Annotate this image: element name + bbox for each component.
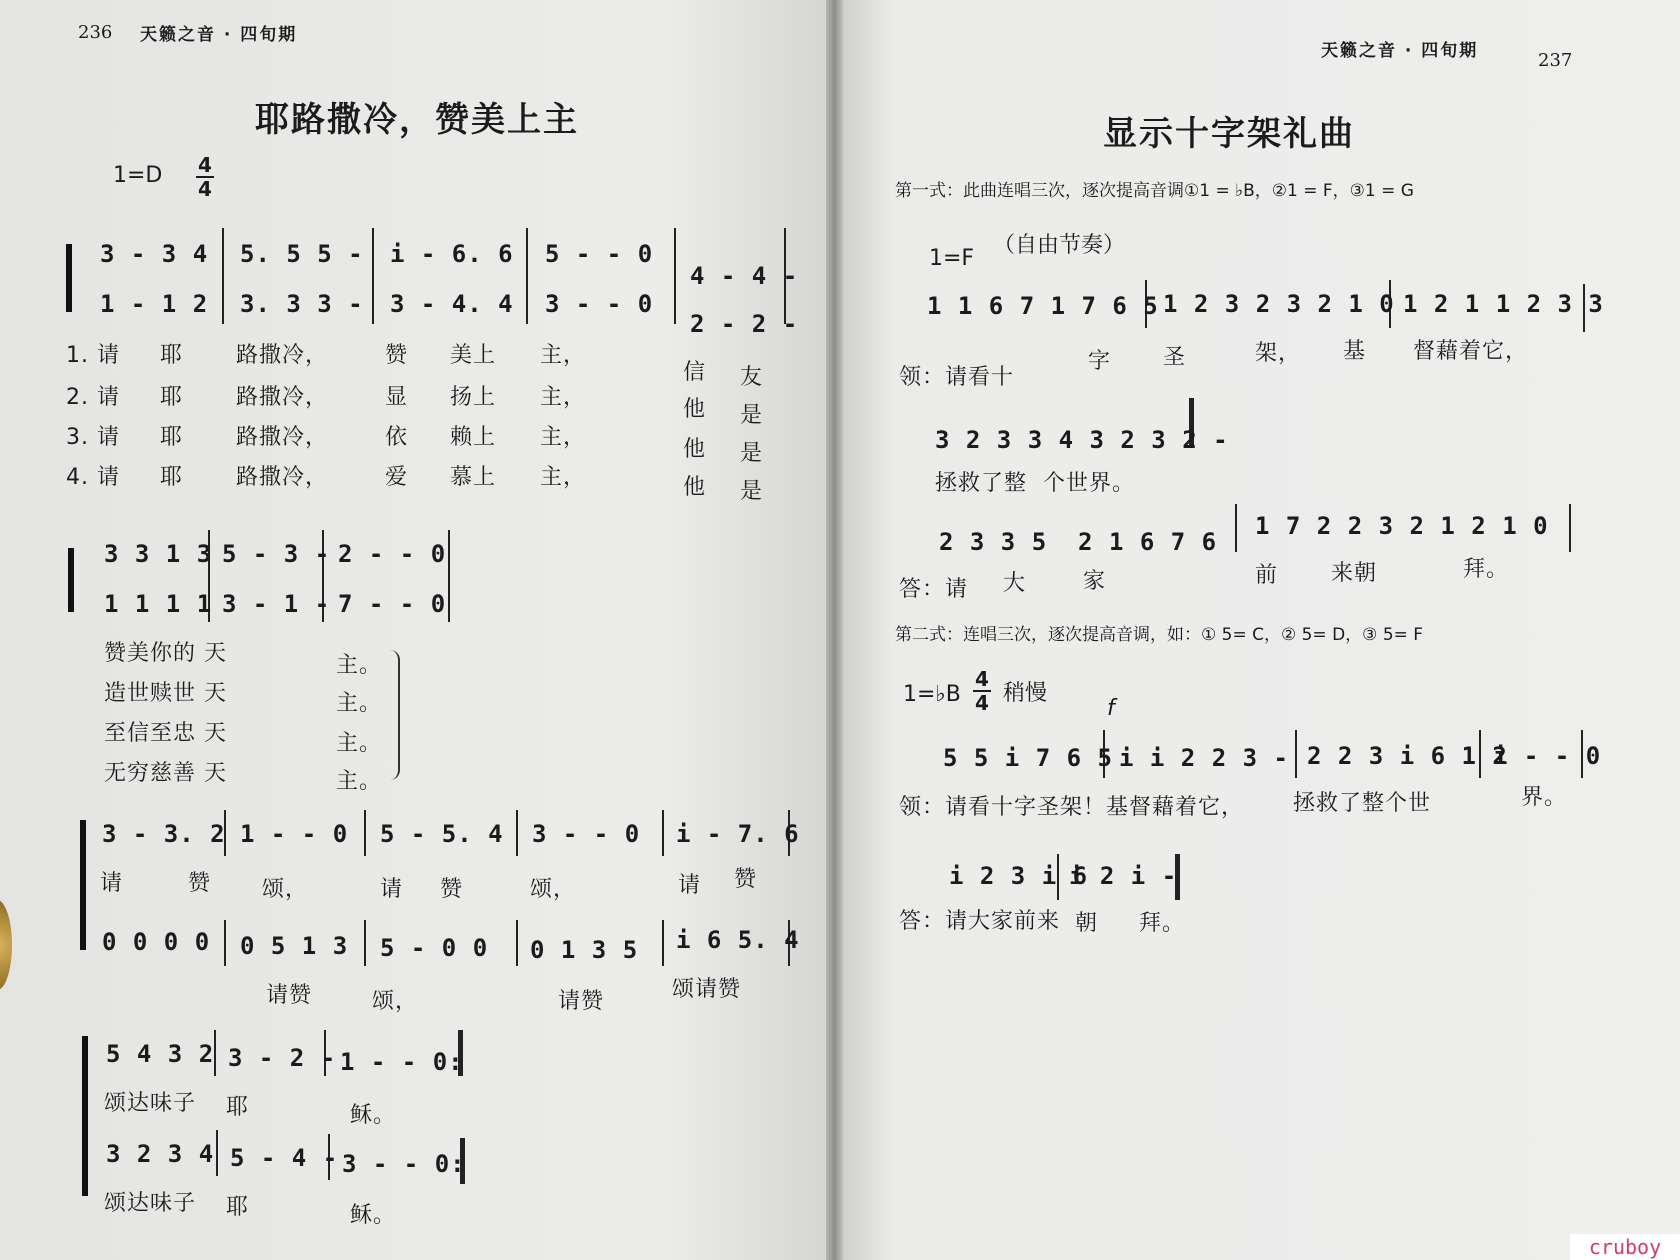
lyric: 拯救了整 个世界。 (935, 471, 1135, 496)
notes: 0 5 1 3 (240, 932, 349, 960)
notes: 1 - - 0: (340, 1048, 464, 1076)
barline (216, 1130, 218, 1176)
barline (1295, 730, 1297, 778)
barline (224, 920, 226, 966)
lyric: 请 (100, 871, 124, 896)
barline (1569, 504, 1571, 552)
notes: 3 2 3 3 4 3 2 3 2 - (935, 426, 1229, 454)
notes: 3 - 3 4 (100, 240, 209, 268)
barline (364, 810, 366, 856)
notes: 3 - - 0 (532, 820, 641, 848)
lyric: 1. 请 (66, 343, 120, 368)
lyric: 赞美你的 天 (104, 641, 227, 666)
lyric: 架， (1255, 341, 1302, 366)
lyric: 领：请看十 (899, 365, 1015, 390)
lyric: 答：请大家前来 (899, 909, 1061, 934)
barline (372, 228, 374, 324)
time-signature: $\frac{4}{4}$ (196, 154, 214, 200)
lyric: 是 (740, 403, 764, 428)
lyric: 耶 (160, 425, 184, 450)
lyric: 颂， (262, 877, 309, 902)
lyric: 字 (1088, 349, 1112, 374)
notes: 5 - 4 - (230, 1144, 339, 1172)
barline (662, 920, 664, 966)
running-header: 天籁之音 · 四旬期 (140, 25, 298, 45)
lyric: 请赞 (558, 989, 605, 1014)
notes: 3 - 4. 4 (390, 290, 514, 318)
tempo-marking: 稍慢 (1003, 681, 1048, 706)
notes: 4 - 4 - (690, 262, 799, 290)
lyric: 拜。 (1463, 557, 1510, 582)
lyric: 前 (1255, 563, 1279, 588)
lyric: 稣。 (350, 1103, 397, 1128)
notes: 3 - - 0 (545, 290, 654, 318)
lyric: 答：请 (899, 577, 969, 602)
lyric: 领：请看十字圣架！基督藉着它， (899, 795, 1245, 820)
system-bracket (80, 820, 94, 950)
lyric: 信 (683, 360, 707, 385)
lyric: 爱 (385, 465, 409, 490)
barline (1235, 504, 1237, 552)
lyric: 无穷慈善 天 (104, 761, 227, 786)
notes: 1 2 3 2 3 2 1 0 (1163, 290, 1395, 318)
notes: 5 4 3 2 (106, 1040, 215, 1068)
lyric: 颂达味子 (104, 1191, 197, 1216)
lyric: 主， (540, 343, 587, 368)
notes: 3 3 1 3 (104, 540, 213, 568)
lyric: 主。 (336, 769, 383, 794)
dynamic-marking: f (1107, 696, 1115, 721)
lyric: 是 (740, 441, 764, 466)
running-header: 天籁之音 · 四旬期 (1321, 41, 1479, 61)
notes: 5 5 i 7 6 5 (943, 744, 1113, 772)
barline (674, 228, 676, 324)
lyric: 颂， (530, 877, 577, 902)
barline (662, 810, 664, 856)
lyric: 主， (540, 465, 587, 490)
lyric: 耶 (160, 343, 184, 368)
lyric: 赞 (734, 867, 758, 892)
book-gutter (826, 0, 843, 1260)
key-signature: 1=♭B (903, 682, 961, 707)
lyric: 是 (740, 479, 764, 504)
barline (222, 228, 224, 324)
right-page (843, 0, 1680, 1260)
lyric: 耶 (160, 385, 184, 410)
lyric: 大 (1003, 571, 1027, 596)
lyric: 美上 (450, 343, 497, 368)
lyric: 路撒冷， (236, 465, 329, 490)
form1-instructions: 第一式：此曲连唱三次，逐次提高音调①1 = ♭B，②1 = F，③1 = G (895, 181, 1414, 201)
lyric: 赞 (188, 871, 212, 896)
lyric: 他 (683, 475, 707, 500)
notes: i - - 0 (1493, 742, 1602, 770)
notes: 3 - 1 - (222, 590, 331, 618)
notes: i - 6. 6 (390, 240, 514, 268)
lyric: 界。 (1521, 785, 1568, 810)
notes: i - 7. 6 (676, 820, 800, 848)
notes: 1 1 6 7 1 7 6 5 (927, 292, 1159, 320)
lyric: 路撒冷， (236, 343, 329, 368)
lyric: 3. 请 (66, 425, 120, 450)
notes: 2 2 3 i 6 1 2 (1307, 742, 1508, 770)
notes: 1 - 1 2 (100, 290, 209, 318)
notes: 5 - 3 - (222, 540, 331, 568)
notes: 3 - - 0: (342, 1150, 466, 1178)
notes: 3 - 2 - (228, 1044, 337, 1072)
lyric: 赞 (440, 877, 464, 902)
notes: 0 0 0 0 (102, 928, 211, 956)
lyric: 稣。 (350, 1203, 397, 1228)
lyric: 依 (385, 425, 409, 450)
key-signature: 1=F (929, 246, 975, 271)
barline (516, 920, 518, 966)
lyric: 拜。 (1139, 911, 1186, 936)
barline (364, 920, 366, 966)
notes: 3 - 3. 2 (102, 820, 226, 848)
key-signature: 1=D (113, 163, 163, 188)
lyric: 请 (678, 873, 702, 898)
notes: i i 2 2 3 - (1119, 744, 1289, 772)
lyric: 至信至忠 天 (104, 721, 227, 746)
lyric: 耶 (160, 465, 184, 490)
notes: i 6 5. 4 (676, 926, 800, 954)
lyric: 路撒冷， (236, 385, 329, 410)
lyric: 造世赎世 天 (104, 681, 227, 706)
notes: 5 - 5. 4 (380, 820, 504, 848)
lyric: 4. 请 (66, 465, 120, 490)
time-signature: $\frac{4}{4}$ (973, 668, 991, 714)
notes: 3. 3 3 - (240, 290, 364, 318)
coin-object (0, 900, 12, 990)
form2-instructions: 第二式：连唱三次，逐次提高音调，如：① 5= C，② 5= D，③ 5= F (895, 625, 1424, 645)
left-page (0, 0, 826, 1260)
lyric: 拯救了整个世 (1293, 791, 1432, 816)
notes: 0 1 3 5 (530, 936, 639, 964)
lyric: 基 (1343, 339, 1367, 364)
notes: 7 - - 0 (338, 590, 447, 618)
lyric: 主。 (336, 691, 383, 716)
lyric: 2. 请 (66, 385, 120, 410)
song-title: 显示十字架礼曲 (1103, 114, 1355, 154)
page-number: 237 (1538, 50, 1573, 71)
barline (516, 810, 518, 856)
notes: 5 - - 0 (545, 240, 654, 268)
system-bracket (68, 548, 82, 612)
notes: 1 2 1 1 2 3 3 (1403, 290, 1604, 318)
lyric: 赞 (385, 343, 409, 368)
tempo-marking: （自由节奏） (993, 233, 1126, 258)
notes: 1 1 1 1 (104, 590, 213, 618)
lyric: 颂请赞 (672, 977, 742, 1002)
lyric: 请赞 (266, 983, 313, 1008)
lyric: 主， (540, 385, 587, 410)
system-bracket (66, 244, 80, 312)
lyric: 圣 (1163, 345, 1187, 370)
lyric: 慕上 (450, 465, 497, 490)
barline (448, 530, 450, 622)
lyric: 扬上 (450, 385, 497, 410)
lyric: 路撒冷， (236, 425, 329, 450)
song-title: 耶路撒冷，赞美上主 (255, 100, 579, 140)
lyric: 家 (1083, 569, 1107, 594)
barline (526, 228, 528, 324)
lyric: 赖上 (450, 425, 497, 450)
notes: i 2 3 i 6 (949, 862, 1089, 890)
lyric: 显 (385, 385, 409, 410)
lyric: 他 (683, 397, 707, 422)
notes: 1 - - 0 (240, 820, 349, 848)
notes: i 2 i - (1069, 862, 1178, 890)
lyric: 朝 (1075, 911, 1099, 936)
lyric: 耶 (226, 1095, 250, 1120)
notes: 1 7 2 2 3 2 1 2 1 0 (1255, 512, 1549, 540)
lyric: 他 (683, 437, 707, 462)
lyric: 主。 (336, 731, 383, 756)
verse-brace (390, 650, 400, 780)
notes: 2 - 2 - (690, 310, 799, 338)
lyric: 来朝 (1331, 561, 1378, 586)
barline (214, 1030, 216, 1076)
watermark: cruboy (1570, 1234, 1680, 1260)
notes: 5. 5 5 - (240, 240, 364, 268)
notes: 2 - - 0 (338, 540, 447, 568)
lyric: 耶 (226, 1195, 250, 1220)
notes: 5 - 0 0 (380, 934, 489, 962)
notes: 3 2 3 4 (106, 1140, 215, 1168)
notes: 2 3 3 5 2 1 6 7 6 (939, 528, 1218, 556)
lyric: 友 (740, 365, 764, 390)
page-number: 236 (78, 22, 113, 43)
lyric: 请 (380, 877, 404, 902)
lyric: 督藉着它， (1413, 339, 1529, 364)
lyric: 颂达味子 (104, 1091, 197, 1116)
system-bracket (82, 1036, 96, 1196)
lyric: 主。 (336, 653, 383, 678)
lyric: 颂， (372, 989, 419, 1014)
lyric: 主， (540, 425, 587, 450)
